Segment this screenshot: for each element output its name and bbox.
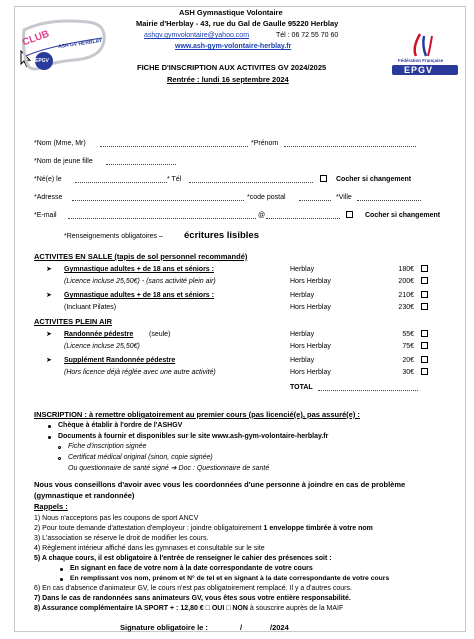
epgv-logo-federation: Fédération Française: [398, 58, 444, 63]
plein-air-item-1-place2: Hors Herblay: [290, 343, 331, 350]
plein-air-item-2-place2: Hors Herblay: [290, 369, 331, 376]
nom-jeune-fille-field[interactable]: [106, 164, 176, 165]
plein-air-item-1-arrow-icon: ➤: [46, 331, 52, 338]
rappel-1: 1) Nous n'acceptons pas les coupons de sport ANCV: [34, 515, 199, 522]
prenom-field[interactable]: [284, 146, 416, 147]
plein-air-item-1-price1: 55€: [402, 331, 414, 338]
salle-item-2-price2: 230€: [398, 304, 414, 311]
signature-date-year: /2024: [270, 623, 289, 632]
tel-label: * Tél: [167, 176, 182, 183]
ville-label: *Ville: [336, 194, 352, 201]
salle-item-2-place2: Hors Herblay: [290, 304, 331, 311]
salle-item-2-checkbox2[interactable]: [421, 303, 428, 310]
doc-certificat: Certificat médical original (sinon, copie signée): [68, 454, 213, 461]
rappel-2-text: 2) Pour toute demande d'attestation d'employeur : joindre obligatoirement: [34, 525, 264, 532]
rappel-5b: En remplissant vos nom, prénom et N° de tel et en signant à la date correspondante de votre cours: [70, 575, 390, 582]
email-field-domain[interactable]: [266, 218, 340, 219]
plein-air-item-2-checkbox2[interactable]: [421, 368, 428, 375]
salle-item-2-label: Gymnastique adultes + de 18 ans et séniors :: [64, 292, 214, 299]
inscription-heading: INSCRIPTION : à remettre obligatoirement au premier cours (pas licencié(e), pas assuré(e) :: [34, 410, 360, 419]
salle-item-1-checkbox1[interactable]: [421, 265, 428, 272]
rappel-5b-bullet-icon: [60, 578, 63, 581]
adresse-field[interactable]: [72, 200, 244, 201]
org-address: Mairie d'Herblay - 43, rue du Gal de Gaulle 95220 Herblay: [136, 19, 339, 28]
total-label: TOTAL: [290, 384, 313, 391]
inscription-bullet-1-icon: [48, 425, 51, 428]
epgv-logo-epgv: EPGV: [404, 65, 434, 75]
club-logo-name-text: ASH GV HERBLAY: [57, 37, 103, 51]
doc-questionnaire: Ou questionnaire de santé signé ➔ Doc : Questionnaire de santé: [68, 465, 270, 472]
org-website-link[interactable]: www.ash-gym-volontaire-herblay.fr: [175, 43, 292, 50]
salle-item-1-arrow-icon: ➤: [46, 266, 52, 273]
tel-change-label: Cocher si changement: [336, 176, 412, 183]
org-email-link[interactable]: ashgv.gymvolontaire@yahoo.com: [144, 32, 250, 39]
plein-air-heading: ACTIVITES PLEIN AIR: [34, 317, 113, 326]
signature-label: Signature obligatoire le :: [120, 623, 208, 632]
plein-air-item-1-label: Randonnée pédestre: [64, 331, 134, 338]
org-name: ASH Gymnastique Volontaire: [179, 8, 283, 17]
ne-le-field[interactable]: [75, 182, 167, 183]
salle-item-1-place2: Hors Herblay: [290, 278, 331, 285]
plein-air-item-1-price2: 75€: [402, 343, 414, 350]
rappel-2-envelope: 1 enveloppe timbrée à votre nom: [263, 525, 373, 532]
nom-jeune-fille-label: *Nom de jeune fille: [34, 158, 93, 165]
salle-item-2-sub: (Incluant Pilates): [64, 304, 117, 311]
rappel-3: 3) L'association se réserve le droit de modifier les cours.: [34, 535, 209, 542]
email-at: @: [258, 212, 266, 219]
salle-item-2-arrow-icon: ➤: [46, 292, 52, 299]
salle-item-1-place1: Herblay: [290, 266, 315, 273]
conseil-line-1: Nous vous conseillons d'avoir avec vous les coordonnées d'une personne à joindre en cas de problème: [34, 480, 406, 489]
prenom-label: *Prénom: [251, 140, 279, 147]
email-change-checkbox[interactable]: [346, 211, 353, 218]
plein-air-item-1-sub: (Licence incluse 25,50€): [64, 343, 140, 350]
plein-air-item-2-sub: (Hors licence déjà réglée avec une autre activité): [64, 369, 216, 376]
salle-item-2-place1: Herblay: [290, 292, 315, 299]
club-logo-club-text: CLUB: [20, 28, 51, 49]
rappel-5a-bullet-icon: [60, 568, 63, 571]
plein-air-item-2-price1: 20€: [402, 357, 414, 364]
signature-date-slash: /: [240, 623, 243, 632]
ville-field[interactable]: [357, 200, 421, 201]
salle-item-2-price1: 210€: [398, 292, 414, 299]
rappel-5: 5) A chaque cours, il est obligatoire à l'entrée de renseigner le cahier des présences soit :: [34, 555, 332, 562]
rappel-8: [34, 605, 343, 613]
rappel-4: 4) Règlement intérieur affiché dans les gymnases et consultable sur le site: [34, 545, 265, 552]
legible-note: écritures lisibles: [184, 230, 259, 241]
rappel-8-options[interactable]: □ OUI □ NON: [205, 605, 248, 612]
inscription-documents: Documents à fournir et disponibles sur le site www.ash-gym-volontaire-herblay.fr: [58, 433, 329, 440]
plein-air-item-1-checkbox2[interactable]: [421, 342, 428, 349]
salle-item-1-price2: 200€: [398, 278, 414, 285]
code-postal-label: *code postal: [247, 194, 286, 201]
epgv-logo: [390, 30, 460, 76]
salle-item-1-sub: (Licence incluse 25,50€) - (sans activité plein air): [64, 278, 216, 285]
plein-air-item-2-checkbox1[interactable]: [421, 356, 428, 363]
rappel-8-insurance: 8) Assurance complémentaire IA SPORT + : 12,80 €: [34, 605, 206, 612]
plein-air-item-2-arrow-icon: ➤: [46, 357, 52, 364]
tel-field[interactable]: [189, 182, 313, 183]
rappel-8-maif: à souscrire auprès de la MAIF: [247, 605, 344, 612]
rappels-heading: Rappels :: [34, 502, 68, 511]
rappel-6: 6) En cas d'absence d'animateur GV, le cours n'est pas obligatoirement remplacé. Il y a d'autres cours.: [34, 585, 352, 592]
required-note: *Renseignements obligatoires –: [64, 233, 163, 240]
plein-air-item-1-checkbox1[interactable]: [421, 330, 428, 337]
plein-air-item-1-extra: (seule): [149, 331, 171, 338]
rappel-2: [34, 525, 373, 533]
doc-fiche: Fiche d'inscription signée: [68, 443, 147, 450]
salle-heading: ACTIVITES EN SALLE (tapis de sol personnel recommandé): [34, 252, 248, 261]
plein-air-item-2-price2: 30€: [402, 369, 414, 376]
email-field-user[interactable]: [68, 218, 256, 219]
salle-item-2-checkbox1[interactable]: [421, 291, 428, 298]
tel-change-checkbox[interactable]: [320, 175, 327, 182]
club-logo-epgv-text: EPGV: [35, 58, 49, 64]
nom-field[interactable]: [100, 146, 248, 147]
doc-bullet-2-icon: [58, 457, 61, 460]
inscription-bullet-2-icon: [48, 436, 51, 439]
salle-item-1-price1: 180€: [398, 266, 414, 273]
form-subtitle: Rentrée : lundi 16 septembre 2024: [167, 75, 289, 84]
code-postal-field[interactable]: [299, 200, 331, 201]
inscription-cheque: Chèque à établir à l'ordre de l'ASHGV: [58, 422, 183, 429]
plein-air-item-2-label: Supplément Randonnée pédestre: [64, 357, 176, 364]
org-tel: Tél : 06 72 55 70 60: [276, 32, 339, 39]
plein-air-item-2-place1: Herblay: [290, 357, 315, 364]
adresse-label-visible: *Adresse: [34, 194, 63, 201]
salle-item-1-checkbox2[interactable]: [421, 277, 428, 284]
rappel-5a: En signant en face de votre nom à la date correspondante de votre cours: [70, 565, 313, 572]
salle-item-1-label: Gymnastique adultes + de 18 ans et séniors :: [64, 266, 214, 273]
total-field[interactable]: [318, 390, 418, 391]
email-label: *E-mail: [34, 212, 57, 219]
email-change-label: Cocher si changement: [365, 212, 441, 219]
club-logo: [18, 16, 110, 74]
conseil-line-2: (gymnastique et randonnée): [34, 491, 135, 500]
ne-le-label: *Né(e) le: [34, 176, 62, 183]
doc-bullet-1-icon: [58, 446, 61, 449]
rappel-7: 7) Dans le cas de randonnées sans animateurs GV, vous êtes sous votre entière responsabilité.: [34, 595, 351, 602]
form-title: FICHE D'INSCRIPTION AUX ACTIVITES GV 2024/2025: [137, 63, 327, 72]
plein-air-item-1-place1: Herblay: [290, 331, 315, 338]
nom-label: *Nom (Mme, Mr): [34, 140, 86, 147]
